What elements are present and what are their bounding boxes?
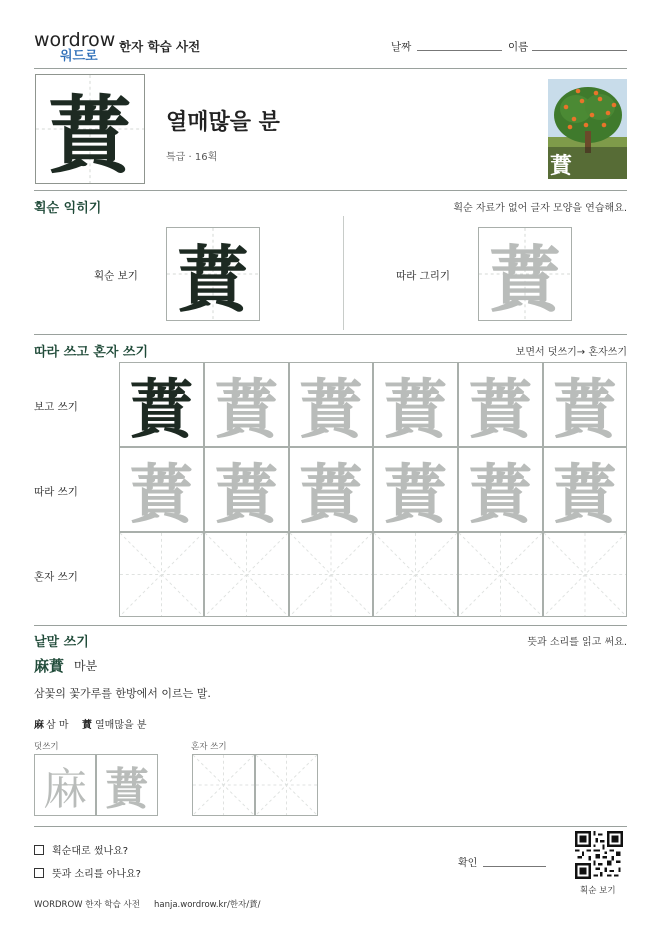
practice-trace-character: 蕡: [383, 457, 448, 533]
stroke-trace-character: 蕡: [488, 237, 561, 322]
word-alone-label: 혼자 쓰기: [191, 742, 227, 752]
hero-character: 蕡: [47, 85, 132, 185]
word-section-title: 낱말 쓰기: [34, 635, 89, 650]
word-section-note: 뜻과 소리를 읽고 써요.: [527, 637, 627, 648]
date-field[interactable]: [417, 50, 502, 51]
header-title: 한자 학습 사전: [119, 39, 201, 54]
stroke-divider: [34, 334, 627, 335]
word-trace-label: 덧쓰기: [34, 742, 59, 752]
practice-cell[interactable]: [543, 362, 627, 447]
qr-code-icon[interactable]: [575, 831, 623, 879]
name-field[interactable]: [532, 50, 627, 51]
practice-section-note: 보면서 덧쓰기→ 혼자쓰기: [515, 347, 627, 358]
practice-cell-empty[interactable]: [289, 532, 373, 617]
practice-cell[interactable]: [204, 362, 289, 447]
word-alone-cell-1[interactable]: [192, 754, 255, 816]
name-label: 이름: [508, 41, 529, 53]
practice-cell-empty[interactable]: [543, 532, 627, 617]
checklist-label: 획순대로 썼나요?: [52, 846, 129, 857]
word-alone-cell-2[interactable]: [255, 754, 318, 816]
practice-row-label-alone: 혼자 쓰기: [34, 571, 78, 583]
logo-subtext: 워드로: [60, 49, 98, 64]
practice-cell-empty[interactable]: [119, 532, 204, 617]
stroke-column-divider: [343, 216, 344, 330]
practice-section-title: 따라 쓰고 혼자 쓰기: [34, 345, 149, 360]
qr-caption: 획순 보기: [580, 886, 616, 896]
practice-cell[interactable]: [289, 362, 373, 447]
word-hanja: 麻蕡: [34, 657, 65, 675]
stroke-section-title: 획순 익히기: [34, 201, 102, 216]
practice-trace-character: 蕡: [129, 457, 194, 533]
practice-trace-character: 蕡: [468, 372, 533, 448]
word-trace-cell-1[interactable]: [34, 754, 96, 816]
practice-cell[interactable]: [119, 362, 204, 447]
checkbox[interactable]: [34, 868, 44, 878]
footer-brand: WORDROW 한자 학습 사전: [34, 900, 140, 910]
checkbox[interactable]: [34, 845, 44, 855]
tree-illustration: [548, 79, 627, 179]
word-char1-meaning: 삼 마: [46, 720, 69, 731]
word-trace-char1: 麻: [43, 764, 87, 815]
thumb-character: 蕡: [550, 153, 573, 179]
practice-cell[interactable]: [373, 362, 458, 447]
stroke-view-box: [166, 227, 260, 321]
practice-trace-character: 蕡: [299, 457, 363, 533]
practice-trace-character: 蕡: [553, 457, 617, 533]
word-divider: [34, 826, 627, 827]
hero-character-box: [35, 74, 145, 184]
stroke-section-note: 획순 자료가 없어 글자 모양을 연습해요.: [453, 203, 627, 214]
practice-cell[interactable]: [458, 447, 543, 532]
checklist-label: 뜻과 소리를 아나요?: [52, 869, 141, 880]
word-char1: 麻: [34, 720, 44, 731]
hero-divider: [34, 190, 627, 191]
practice-divider: [34, 625, 627, 626]
stroke-trace-label: 따라 그리기: [396, 270, 451, 282]
practice-cell-empty[interactable]: [204, 532, 289, 617]
practice-cell-empty[interactable]: [458, 532, 543, 617]
confirm-field[interactable]: [483, 866, 546, 867]
stroke-trace-box[interactable]: [478, 227, 572, 321]
word-trace-cell-2[interactable]: [96, 754, 158, 816]
stroke-view-character: 蕡: [176, 237, 249, 322]
practice-trace-character: 蕡: [553, 372, 617, 448]
practice-model-character: 蕡: [129, 372, 194, 448]
practice-trace-character: 蕡: [214, 457, 279, 533]
checklist-item[interactable]: [34, 842, 128, 857]
practice-cell-empty[interactable]: [373, 532, 458, 617]
stroke-view-label: 획순 보기: [94, 270, 138, 282]
hero-meta: 특급 · 16획: [166, 152, 218, 163]
checklist-item[interactable]: [34, 865, 141, 880]
footer-url[interactable]: hanja.wordrow.kr/한자/蕡/: [154, 900, 261, 910]
confirm-label: 확인: [458, 858, 478, 869]
practice-trace-character: 蕡: [214, 372, 279, 448]
hero-meaning: 열매많을 분: [166, 110, 280, 135]
practice-trace-character: 蕡: [383, 372, 448, 448]
word-reading: 마분: [74, 659, 98, 673]
logo: [34, 30, 114, 64]
practice-cell[interactable]: [119, 447, 204, 532]
practice-cell[interactable]: [204, 447, 289, 532]
practice-cell[interactable]: [373, 447, 458, 532]
word-trace-char2: 蕡: [105, 764, 149, 815]
word-definition: 삼꽃의 꽃가루를 한방에서 이르는 말.: [34, 687, 211, 700]
word-char2: 蕡: [82, 720, 92, 731]
practice-row-label-trace: 따라 쓰기: [34, 486, 78, 498]
practice-cell[interactable]: [289, 447, 373, 532]
date-label: 날짜: [391, 41, 412, 53]
practice-trace-character: 蕡: [468, 457, 533, 533]
practice-row-label-see: 보고 쓰기: [34, 401, 78, 413]
word-char2-meaning: 열매많을 분: [95, 720, 147, 731]
practice-trace-character: 蕡: [299, 372, 363, 448]
practice-cell[interactable]: [458, 362, 543, 447]
practice-cell[interactable]: [543, 447, 627, 532]
logo-text: wordrow: [34, 29, 116, 51]
